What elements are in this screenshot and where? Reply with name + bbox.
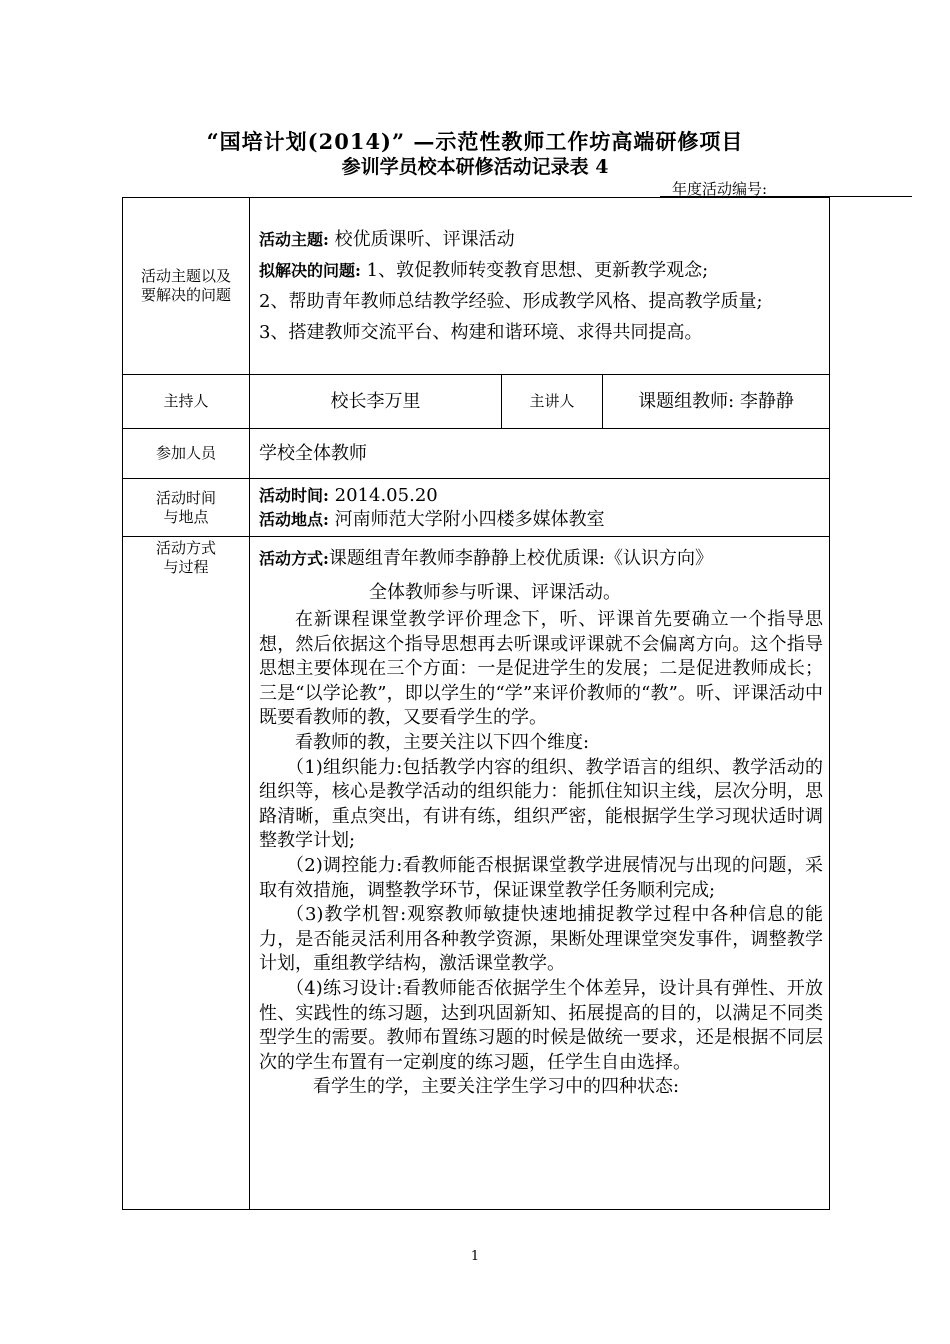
speaker-label: 主讲人 [502,375,603,429]
paragraph-6: （4)练习设计:看教师能否依据学生个体差异，设计具有弹性、开放性、实践性的练习题，达到巩固新知、拓展提高的目的，以满足不同类型学生的需要。教师布置练习题的时候是做统一要求，还是根据不同层次的学生布置有一定剃度的练习题，任学生自由选择。 [259,977,824,1073]
record-table [122,197,830,1210]
theme-label: 活动主题: [259,230,329,249]
page-subtitle: 参训学员校本研修活动记录表 4 [341,156,609,178]
time-line [259,484,821,508]
theme-value: 校优质课听、评课活动 [334,229,515,250]
host-label: 主持人 [123,375,250,429]
paragraph-1: 在新课程课堂教学评价理念下，听、评课首先要确立一个指导思想，然后依据这个指导思想再去听课或评课就不会偏离方向。这个指导思想主要体现在三个方面：一是促进学生的发展；二是促进教师成长；三是“以学论教”，即以学生的“学”来评价教师的“教”。听、评课活动中既要看教师的教，又要看学生的学。 [259,609,824,729]
method-line [259,545,823,572]
host-value: 校长李万里 [250,375,502,429]
time-place-content [250,479,830,537]
paragraph-7: 看学生的学，主要关注学生学习中的四种状态: [313,1076,680,1098]
participants-label: 参加人员 [123,429,250,479]
page-title: “国培计划(2014)” —示范性教师工作坊高端研修项目 [206,129,744,154]
page-number: 1 [470,1249,480,1264]
process-row [123,537,830,1210]
place-line [259,508,821,532]
theme-line [259,226,821,253]
host-row [123,375,830,429]
participants-value: 学校全体教师 [250,429,830,479]
place-value: 河南师范大学附小四楼多媒体教室 [334,508,605,530]
paragraph-3: （1)组织能力:包括教学内容的组织、教学语言的组织、教学活动的组织等，核心是教学活动的组织能力：能抓住知识主线，层次分明，思路清晰，重点突出，有讲有练，组织严密，能根据学生学习现状适时调整教学计划; [259,756,824,852]
topic-content-cell [250,198,830,375]
paragraph-4: （2)调控能力:看教师能否根据课堂教学进展情况与出现的问题，采取有效措施，调整教学环节，保证课堂教学任务顺利完成; [259,854,824,901]
problem-1: 1、敦促教师转变教育思想、更新教学观念; [366,260,709,281]
participants-row [123,429,830,479]
paragraph-2: 看教师的教，主要关注以下四个维度: [295,731,590,753]
problem-2: 2、帮助青年教师总结教学经验、形成教学风格、提高教学质量; [259,291,763,312]
year-number-label: 年度活动编号: [672,180,768,198]
method-label: 活动方式: [259,549,329,568]
problem-3: 3、搭建教师交流平台、构建和谐环境、求得共同提高。 [259,322,703,343]
speaker-value: 课题组教师: 李静静 [603,375,830,429]
problem-label: 拟解决的问题: [259,261,361,280]
topic-label-cell [123,198,250,375]
method-line-2: 全体教师参与听课、评课活动。 [369,582,621,603]
paragraph-5: （3)教学机智:观察教师敏捷快速地捕捉教学过程中各种信息的能力，是否能灵活利用各种教学资源，果断处理课堂突发事件，调整教学计划，重组教学结构，激活课堂教学。 [259,904,824,975]
time-value: 2014.05.20 [334,484,438,506]
problem-line-1 [259,257,821,284]
process-label: 活动方式与过程 [155,539,216,576]
process-label-cell [123,537,250,1210]
place-label: 活动地点: [259,509,329,529]
method-value: 课题组青年教师李静静上校优质课:《认识方向》 [328,548,713,569]
topic-label: 活动主题以及要解决的问题 [140,267,231,304]
process-text [250,537,829,1104]
time-place-label: 活动时间与地点 [155,488,216,526]
time-place-label-cell [123,479,250,537]
topic-row [123,198,830,375]
process-content-cell [250,537,830,1210]
time-label: 活动时间: [259,485,329,505]
time-place-row [123,479,830,537]
